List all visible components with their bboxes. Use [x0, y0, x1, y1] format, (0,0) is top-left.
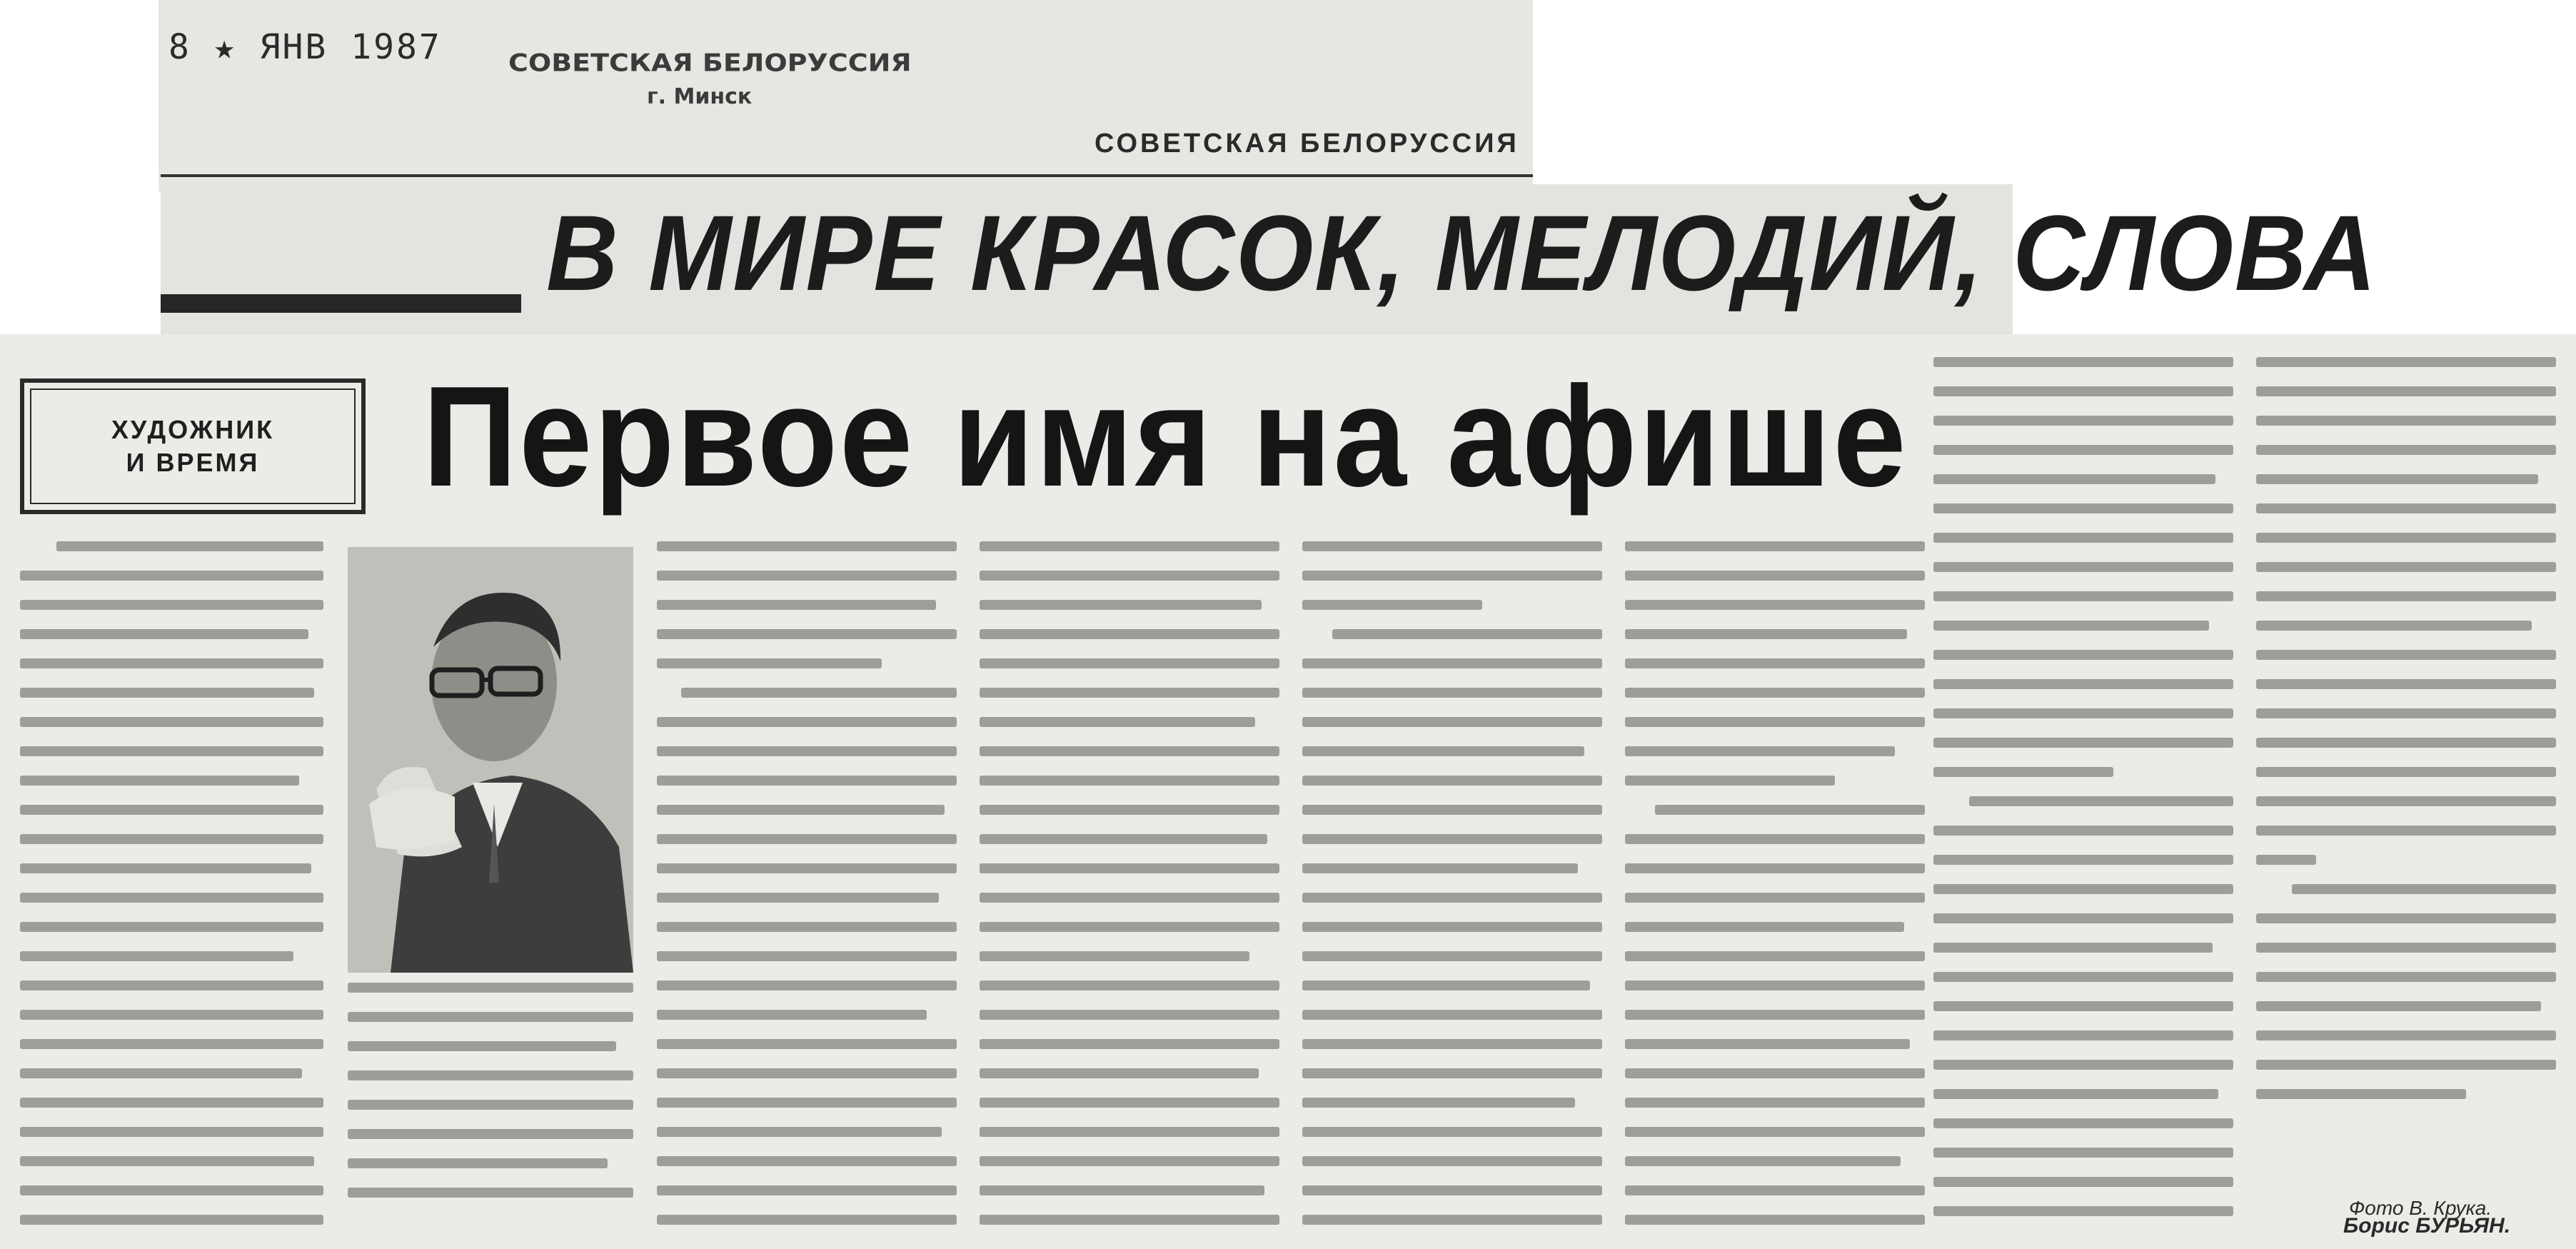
- text-line: [2256, 416, 2556, 426]
- text-line: [980, 717, 1255, 727]
- text-line: [20, 951, 293, 961]
- text-line: [1625, 980, 1925, 990]
- text-line: [1625, 600, 1925, 610]
- source-stamp: СОВЕТСКАЯ БЕЛОРУССИЯ: [508, 49, 912, 77]
- text-line: [20, 629, 308, 639]
- text-line: [2256, 972, 2556, 982]
- article-column-7: [2256, 357, 2556, 1185]
- text-line: [657, 863, 957, 873]
- text-line: [1933, 1206, 2233, 1216]
- text-line: [657, 893, 939, 903]
- text-line: [348, 1012, 633, 1022]
- text-line: [980, 1098, 1279, 1108]
- text-line: [20, 746, 323, 756]
- rubric-inner: [30, 388, 356, 504]
- text-line: [1933, 416, 2233, 426]
- text-line: [980, 1010, 1279, 1020]
- text-line: [20, 863, 311, 873]
- text-line: [1302, 776, 1602, 786]
- text-line: [20, 1068, 302, 1078]
- text-line: [657, 658, 882, 668]
- article-column-6: [1933, 357, 2233, 1241]
- text-line: [980, 893, 1279, 903]
- text-line: [1302, 746, 1584, 756]
- text-line: [1302, 571, 1602, 581]
- text-line: [2256, 913, 2556, 923]
- text-line: [1933, 1118, 2233, 1128]
- text-line: [2256, 1089, 2466, 1099]
- text-line: [1302, 893, 1602, 903]
- text-line: [1625, 1215, 1925, 1225]
- text-line: [657, 922, 957, 932]
- text-line: [980, 1068, 1259, 1078]
- text-line: [657, 1127, 942, 1137]
- article-column-3: [980, 541, 1279, 1241]
- author-signature: Борис БУРЬЯН.: [2343, 1214, 2511, 1238]
- text-line: [1302, 834, 1602, 844]
- text-line: [20, 1098, 323, 1108]
- text-line: [657, 571, 957, 581]
- text-line: [348, 1158, 608, 1168]
- text-line: [1933, 738, 2233, 748]
- text-line: [980, 922, 1279, 932]
- article-column-1b: [348, 983, 633, 1240]
- text-line: [1933, 708, 2233, 718]
- text-line: [1933, 474, 2215, 484]
- text-line: [1625, 922, 1904, 932]
- newspaper-masthead: СОВЕТСКАЯ БЕЛОРУССИЯ: [1095, 129, 1519, 159]
- text-line: [20, 600, 323, 610]
- text-line: [20, 834, 323, 844]
- text-line: [657, 600, 936, 610]
- text-line: [681, 688, 957, 698]
- text-line: [2256, 1030, 2556, 1040]
- text-line: [980, 746, 1279, 756]
- text-line: [20, 1156, 314, 1166]
- text-line: [20, 717, 323, 727]
- text-line: [657, 541, 957, 551]
- article-column-2: [657, 541, 957, 1241]
- text-line: [1933, 943, 2213, 953]
- source-city-stamp: г. Минск: [647, 84, 753, 109]
- text-line: [2256, 708, 2556, 718]
- text-line: [1655, 805, 1925, 815]
- text-line: [1933, 357, 2233, 367]
- text-line: [20, 1185, 323, 1195]
- date-stamp: 8 ★ ЯНВ 1987: [168, 27, 442, 67]
- text-line: [1969, 796, 2233, 806]
- article-column-4: [1302, 541, 1602, 1241]
- text-line: [20, 893, 323, 903]
- text-line: [1933, 972, 2233, 982]
- text-line: [20, 688, 314, 698]
- text-line: [1625, 1039, 1910, 1049]
- text-line: [657, 980, 957, 990]
- author-portrait-photo: [348, 547, 633, 973]
- text-line: [1625, 629, 1907, 639]
- text-line: [2256, 533, 2556, 543]
- text-line: [1302, 688, 1602, 698]
- text-line: [980, 600, 1262, 610]
- article-column-5: [1625, 541, 1925, 1241]
- article-column-1: [20, 541, 323, 1241]
- text-line: [2256, 357, 2556, 367]
- text-line: [348, 1188, 633, 1198]
- text-line: [1625, 658, 1925, 668]
- text-line: [1625, 893, 1925, 903]
- rubric-line-2: И ВРЕМЯ: [126, 448, 260, 477]
- text-line: [1302, 980, 1590, 990]
- text-line: [2256, 386, 2556, 396]
- text-line: [2256, 943, 2556, 953]
- text-line: [2256, 738, 2556, 748]
- text-line: [2256, 591, 2556, 601]
- text-line: [2256, 650, 2556, 660]
- text-line: [1302, 1068, 1602, 1078]
- text-line: [657, 1098, 957, 1108]
- text-line: [20, 571, 323, 581]
- text-line: [1625, 717, 1925, 727]
- text-line: [1625, 746, 1895, 756]
- text-line: [657, 746, 957, 756]
- text-line: [980, 863, 1279, 873]
- text-line: [657, 805, 945, 815]
- text-line: [2256, 1001, 2541, 1011]
- text-line: [1933, 1177, 2233, 1187]
- text-line: [2256, 562, 2556, 572]
- text-line: [1933, 1148, 2233, 1158]
- text-line: [1933, 1060, 2233, 1070]
- text-line: [1933, 562, 2233, 572]
- text-line: [20, 1039, 323, 1049]
- text-line: [1933, 679, 2233, 689]
- text-line: [980, 980, 1279, 990]
- text-line: [2256, 796, 2556, 806]
- text-line: [980, 834, 1267, 844]
- text-line: [1625, 1098, 1925, 1108]
- text-line: [1933, 913, 2233, 923]
- text-line: [657, 1156, 957, 1166]
- text-line: [348, 1100, 633, 1110]
- text-line: [980, 805, 1279, 815]
- text-line: [1625, 541, 1925, 551]
- text-line: [1302, 1215, 1602, 1225]
- text-line: [20, 1215, 323, 1225]
- text-line: [20, 658, 323, 668]
- article-headline: Первое имя на афише: [423, 357, 1908, 516]
- text-line: [1302, 541, 1602, 551]
- text-line: [1933, 1001, 2233, 1011]
- text-line: [980, 571, 1279, 581]
- text-line: [348, 1041, 616, 1051]
- text-line: [1933, 621, 2209, 631]
- text-line: [1302, 1010, 1602, 1020]
- text-line: [1933, 650, 2233, 660]
- text-line: [20, 980, 323, 990]
- text-line: [980, 629, 1279, 639]
- text-line: [1625, 834, 1925, 844]
- text-line: [2292, 884, 2556, 894]
- text-line: [1332, 629, 1602, 639]
- text-line: [1933, 767, 2113, 777]
- text-line: [1933, 884, 2233, 894]
- text-line: [1625, 571, 1925, 581]
- text-line: [1625, 863, 1925, 873]
- text-line: [657, 776, 957, 786]
- text-line: [2256, 474, 2538, 484]
- text-line: [348, 983, 633, 993]
- text-line: [2256, 855, 2316, 865]
- text-line: [657, 717, 957, 727]
- text-line: [1625, 1127, 1925, 1137]
- rubric-box: [20, 378, 366, 514]
- text-line: [980, 541, 1279, 551]
- text-line: [1933, 855, 2233, 865]
- text-line: [1302, 717, 1602, 727]
- text-line: [980, 776, 1279, 786]
- text-line: [980, 688, 1279, 698]
- text-line: [980, 1127, 1279, 1137]
- text-line: [1933, 445, 2233, 455]
- text-line: [20, 922, 323, 932]
- text-line: [980, 1215, 1279, 1225]
- text-line: [1625, 776, 1835, 786]
- text-line: [1933, 1030, 2233, 1040]
- masthead-rule: [161, 174, 1533, 177]
- text-line: [1302, 863, 1578, 873]
- text-line: [20, 776, 299, 786]
- text-line: [1302, 805, 1602, 815]
- text-line: [2256, 826, 2556, 836]
- text-line: [56, 541, 323, 551]
- text-line: [1625, 1156, 1901, 1166]
- text-line: [1933, 1089, 2218, 1099]
- text-line: [1302, 1039, 1602, 1049]
- text-line: [20, 1010, 323, 1020]
- rubric-line-1: ХУДОЖНИК: [111, 415, 275, 444]
- text-line: [348, 1070, 633, 1080]
- text-line: [980, 1039, 1279, 1049]
- text-line: [1933, 533, 2233, 543]
- text-line: [20, 805, 323, 815]
- text-line: [657, 1068, 957, 1078]
- text-line: [2256, 679, 2556, 689]
- text-line: [2256, 503, 2556, 513]
- text-line: [20, 1127, 323, 1137]
- text-line: [1302, 658, 1602, 668]
- text-line: [980, 951, 1249, 961]
- section-rule: [161, 294, 521, 313]
- text-line: [1933, 386, 2233, 396]
- text-line: [980, 1156, 1279, 1166]
- text-line: [657, 1215, 957, 1225]
- text-line: [657, 1185, 957, 1195]
- text-line: [657, 1010, 927, 1020]
- text-line: [1302, 1156, 1602, 1166]
- text-line: [1625, 1068, 1925, 1078]
- text-line: [1302, 1098, 1575, 1108]
- text-line: [980, 658, 1279, 668]
- text-line: [1625, 1185, 1925, 1195]
- text-line: [348, 1129, 633, 1139]
- text-line: [1933, 591, 2233, 601]
- text-line: [1302, 951, 1602, 961]
- text-line: [1302, 922, 1602, 932]
- text-line: [2256, 445, 2556, 455]
- text-line: [2256, 1060, 2556, 1070]
- text-line: [2256, 767, 2556, 777]
- text-line: [1933, 826, 2233, 836]
- text-line: [980, 1185, 1264, 1195]
- photo-credit: Фото В. Крука.: [2349, 1197, 2492, 1219]
- text-line: [1933, 503, 2233, 513]
- text-line: [1625, 951, 1925, 961]
- section-title: В МИРЕ КРАСОК, МЕЛОДИЙ, СЛОВА: [546, 193, 2378, 313]
- text-line: [1302, 1185, 1602, 1195]
- text-line: [1302, 600, 1482, 610]
- text-line: [1625, 688, 1925, 698]
- portrait-illustration: [348, 547, 633, 973]
- text-line: [657, 629, 957, 639]
- text-line: [1625, 1010, 1925, 1020]
- text-line: [2256, 621, 2532, 631]
- text-line: [1302, 1127, 1602, 1137]
- text-line: [657, 951, 957, 961]
- text-line: [657, 1039, 957, 1049]
- text-line: [657, 834, 957, 844]
